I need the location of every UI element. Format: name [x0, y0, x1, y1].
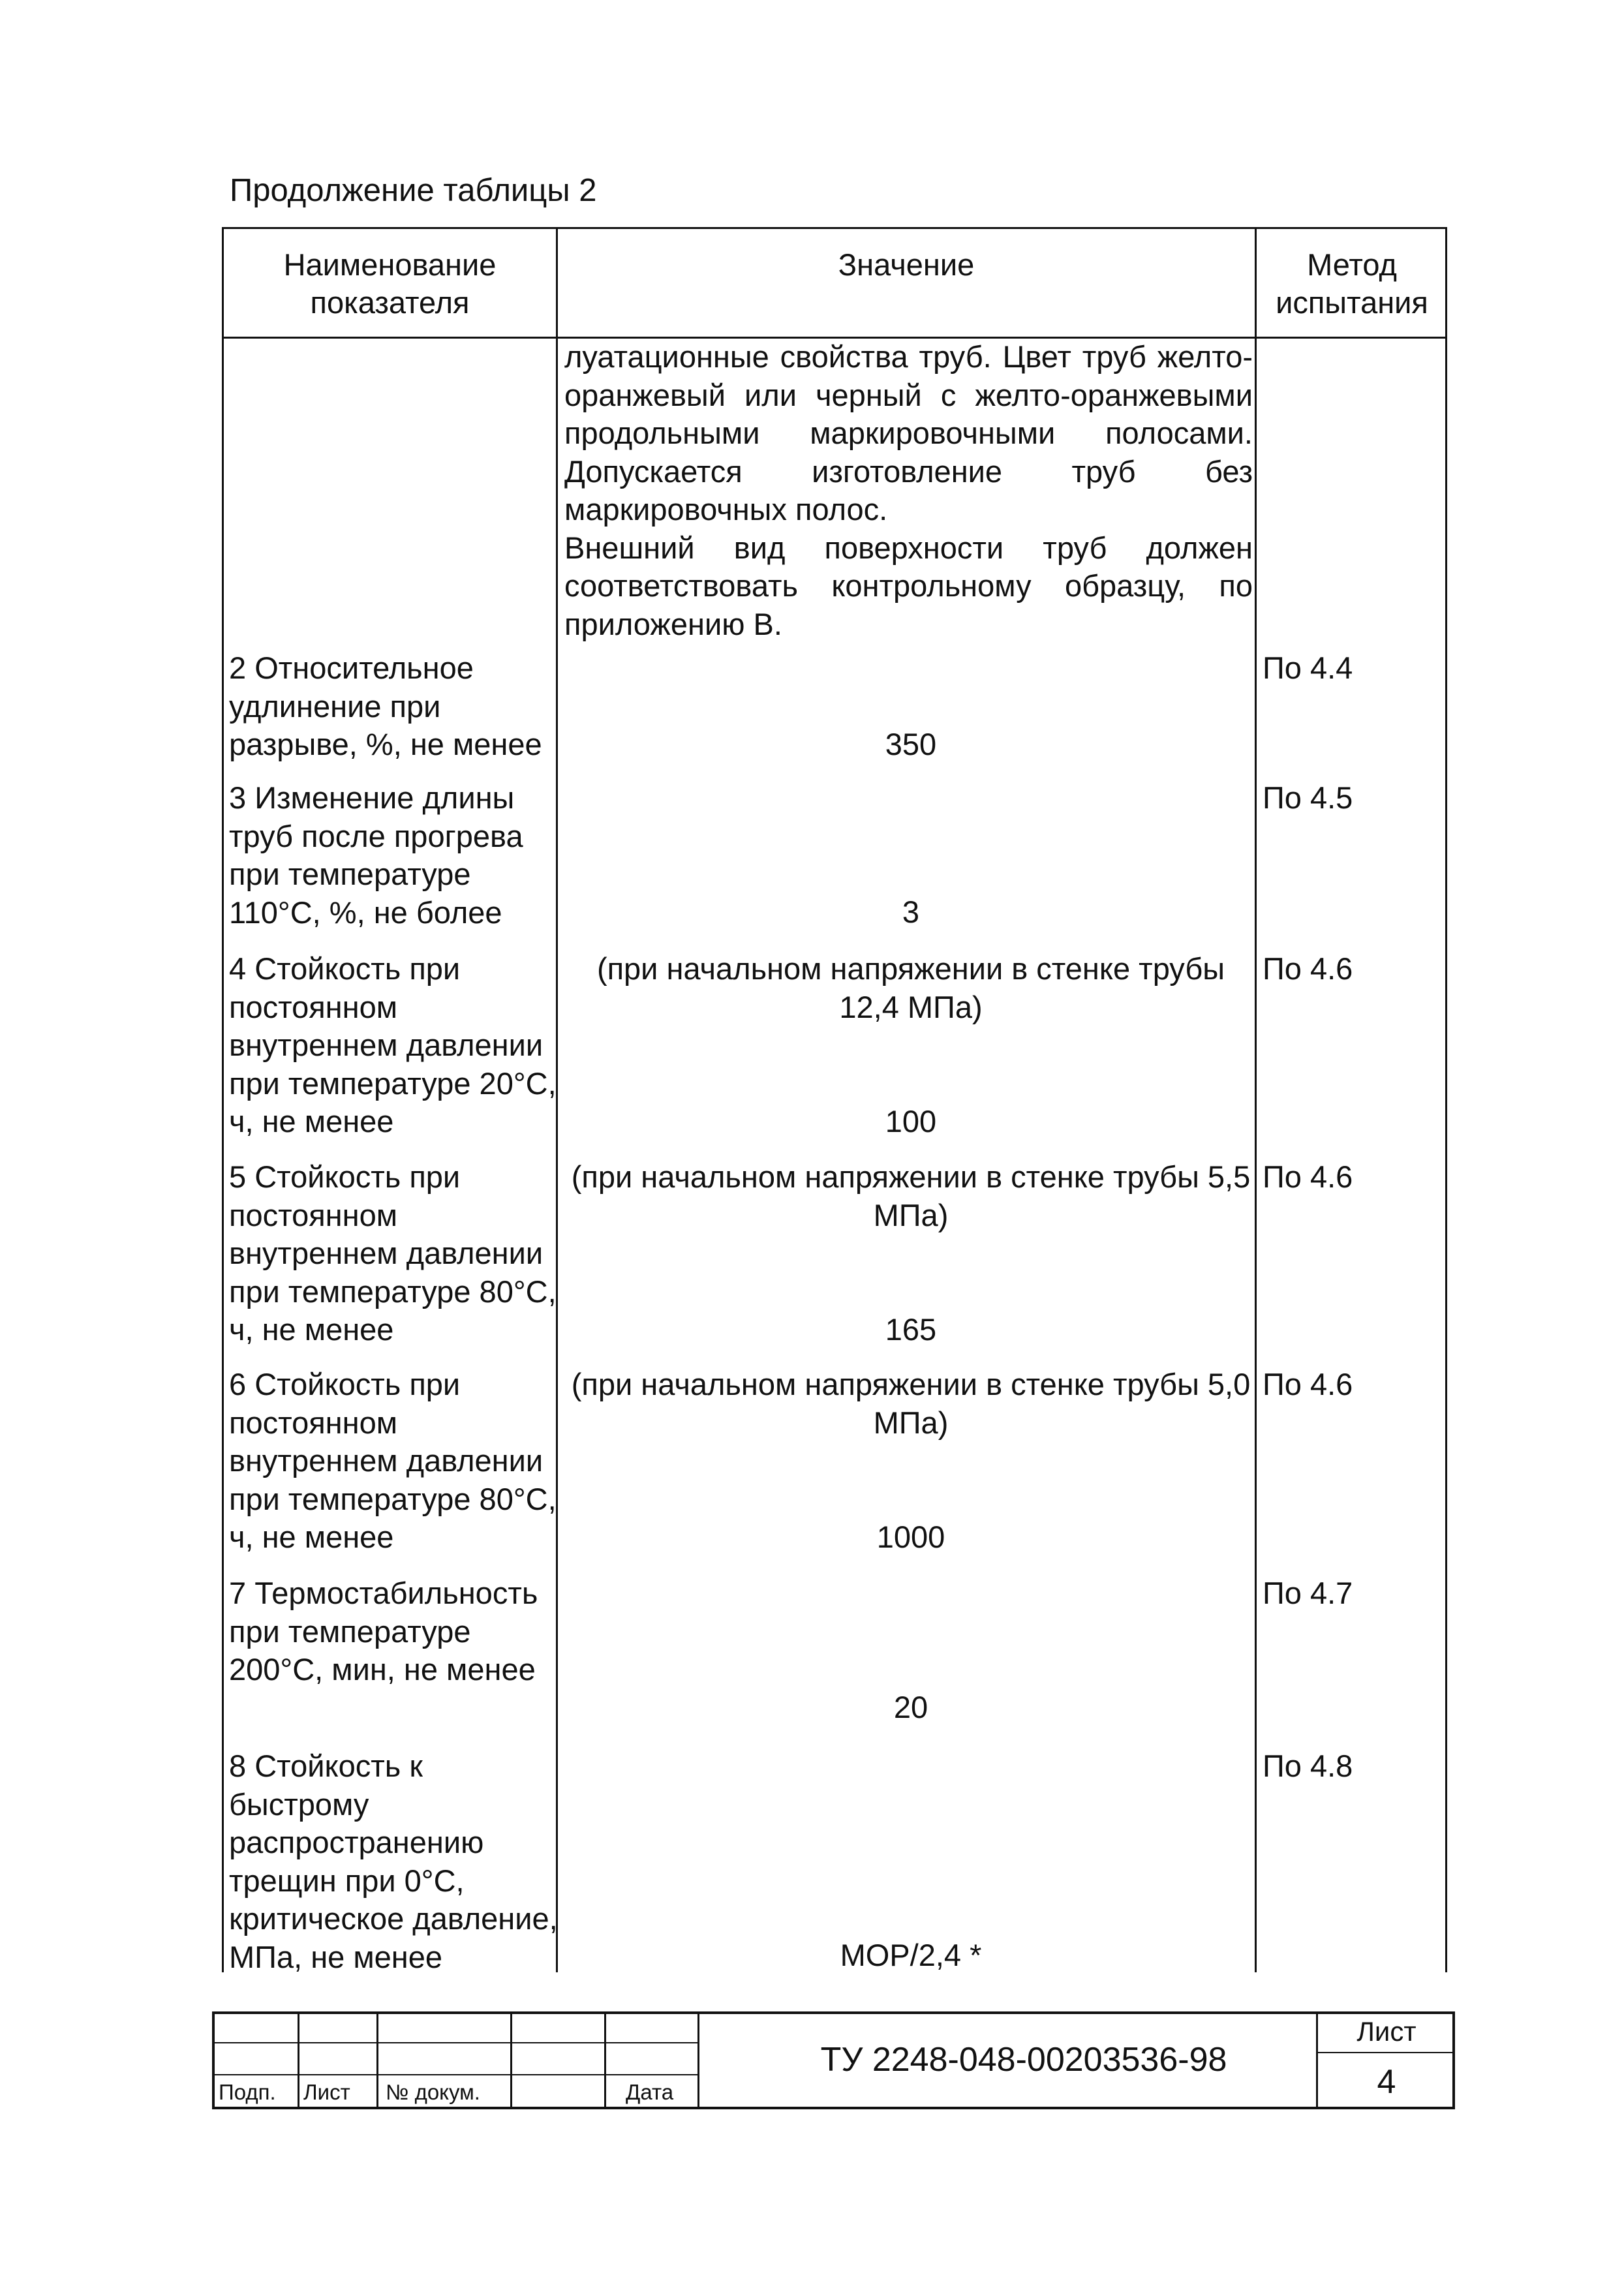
row-condition: (при начальном напряжении в стенке трубы 5,5 МПа) [571, 1159, 1251, 1232]
row-name: 5 Стойкость при постоянном внутреннем давлении при температуре 80°С, ч, не менее [229, 1159, 557, 1347]
stamp-label-doc-no: № докум. [386, 2080, 480, 2104]
header-name: Наименование показателя [283, 247, 497, 320]
row-method: По 4.7 [1263, 1576, 1353, 1610]
row-condition: (при начальном напряжении в стенке трубы 5,0 МПа) [571, 1367, 1251, 1440]
table-row [224, 1747, 1445, 1976]
row-method: По 4.6 [1263, 951, 1353, 986]
row-name: 8 Стойкость к быстрому распространению трещин при 0°С, критическое давление, МПа, не менее [229, 1749, 558, 1974]
continuation-paragraph-1: луатационные свойства труб. Цвет труб желто-оранжевый или черный с желто-оранжевыми продольными маркировочными полосами. Допускается изготовление труб без маркировочных полос. [564, 339, 1253, 527]
sheet-number: 4 [1377, 2063, 1396, 2101]
row-method: По 4.6 [1263, 1159, 1353, 1194]
header-method: Метод испытания [1276, 247, 1428, 320]
stamp-divider [604, 2014, 606, 2107]
row-value: 3 [902, 894, 920, 929]
header-value: Значение [838, 247, 975, 282]
row-value: 350 [885, 727, 937, 761]
table-row [224, 1366, 1445, 1574]
row-value: 1000 [876, 1520, 945, 1554]
row-value: 20 [893, 1690, 928, 1724]
row-method: По 4.5 [1263, 780, 1353, 815]
stamp-divider [376, 2014, 378, 2107]
row-method: По 4.6 [1263, 1367, 1353, 1401]
row-method: По 4.4 [1263, 650, 1353, 685]
stamp-label-sign: Подп. [219, 2080, 276, 2104]
table-caption: Продолжение таблицы 2 [230, 173, 597, 208]
stamp-divider [298, 2014, 299, 2107]
stamp-row-line [215, 2042, 697, 2043]
row-name: 6 Стойкость при постоянном внутреннем давлении при температуре 80°С, ч, не менее [229, 1367, 557, 1554]
title-block [212, 2011, 1455, 2109]
row-condition: (при начальном напряжении в стенке трубы 12,4 МПа) [596, 951, 1225, 1024]
stamp-label-sheet: Лист [303, 2080, 350, 2104]
stamp-label-date: Дата [626, 2080, 674, 2104]
row-value: МОР/2,4 * [840, 1938, 982, 1972]
document-code: ТУ 2248-048-00203536-98 [820, 2041, 1227, 2079]
table-row [224, 1574, 1445, 1744]
row-name: 7 Термостабильность при температуре 200°С, мин, не менее [229, 1576, 538, 1687]
table-row [224, 779, 1445, 949]
stamp-divider [510, 2014, 512, 2107]
table-row [224, 1158, 1445, 1367]
row-name: 4 Стойкость при постоянном внутреннем давлении при температуре 20°С, ч, не менее [229, 951, 557, 1138]
sheet-label: Лист [1356, 2016, 1417, 2047]
row-name: 3 Изменение длины труб после прогрева при температуре 110°С, %, не более [229, 780, 523, 930]
stamp-row-line [215, 2074, 697, 2075]
table-row [224, 950, 1445, 1159]
row-value: 165 [885, 1312, 937, 1347]
specification-table [222, 227, 1447, 1972]
continuation-text [564, 338, 1253, 643]
row-name: 2 Относительное удлинение при разрыве, %, не менее [229, 650, 542, 761]
row-value: 100 [885, 1104, 937, 1138]
row-method: По 4.8 [1263, 1749, 1353, 1783]
continuation-paragraph-2: Внешний вид поверхности труб должен соответствовать контрольному образцу, по приложению В. [564, 530, 1253, 641]
